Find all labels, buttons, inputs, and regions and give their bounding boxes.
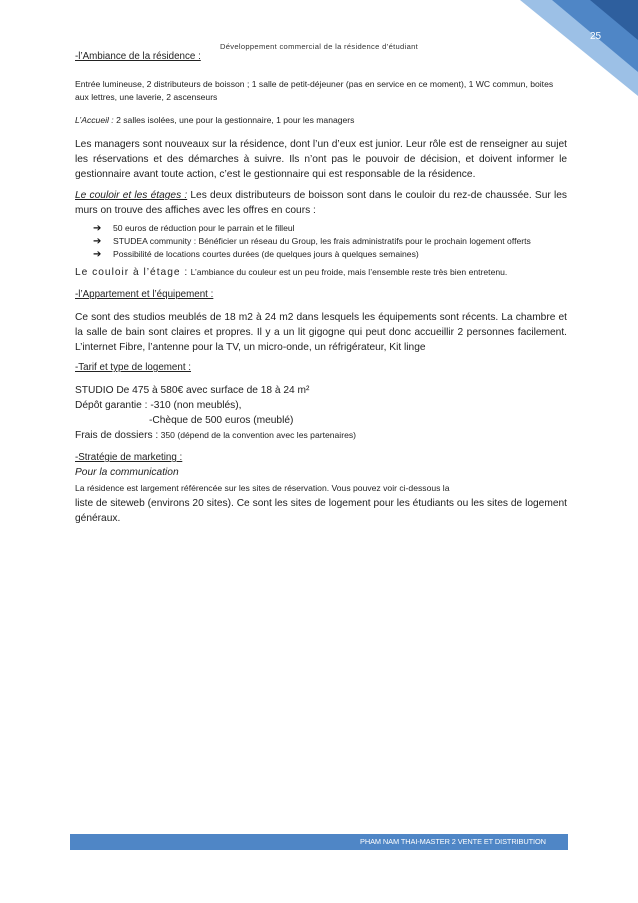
- accueil-text: 2 salles isolées, une pour la gestionnaire, 1 pour les managers: [113, 115, 355, 125]
- paragraph-couloir: [75, 188, 567, 218]
- paragraph-marketing-intro: La résidence est largement référencée sur les sites de réservation. Vous pouvez voir ci-dessous la: [75, 483, 450, 493]
- paragraph-accueil: [75, 114, 567, 127]
- list-item-text: STUDEA community : Bénéficier un réseau du Group, les frais administratifs pour le prochain logement offerts: [113, 236, 531, 246]
- list-item: [93, 222, 567, 235]
- list-item-text: Possibilité de locations courtes durées (de quelques jours à quelques semaines): [113, 249, 419, 259]
- running-header: Développement commercial de la résidence d’étudiant: [219, 42, 419, 51]
- tarif-line-1: STUDIO De 475 à 580€ avec surface de 18 à 24 m²: [75, 385, 310, 396]
- offers-list: [93, 222, 567, 261]
- paragraph-appartement: Ce sont des studios meublés de 18 m2 à 24 m2 dans lesquels les équipements sont récents. La chambre et la salle de bain sont claires et propres. Il y a un lit gigogne qui peut donc accueillir 2 personnes facilement. L’internet Fibre, l’antenne pour la TV, un micro-onde, un réfrigérateur, Kit linge: [75, 312, 567, 353]
- paragraph-managers: Les managers sont nouveaux sur la résidence, dont l’un d’eux est junior. Leur rôle est de renseigner au sujet les réservations et des démarches à suivre. Ils n’ont pas le pouvoir de décision, et doivent informer le gestionnaire avant toute action, c’est le gestionnaire qui est responsable de la résidence.: [75, 139, 567, 180]
- heading-appartement: -l’Appartement et l’équipement :: [75, 289, 214, 300]
- frais-text: 350 (dépend de la convention avec les partenaires): [158, 430, 357, 440]
- accueil-label: L’Accueil :: [75, 115, 114, 125]
- heading-tarif: -Tarif et type de logement :: [75, 362, 191, 373]
- list-item: [93, 248, 567, 261]
- heading-marketing: -Stratégie de marketing :: [75, 452, 183, 463]
- etage-label: Le couloir à l’étage :: [75, 267, 189, 278]
- etage-text: L’ambiance du couleur est un peu froide, mais l’ensemble reste très bien entretenu.: [188, 267, 508, 277]
- page-number: 25: [590, 31, 602, 42]
- couloir-label: Le couloir et les étages :: [75, 190, 188, 201]
- page-content: [75, 50, 567, 526]
- footer-text: PHAM NAM THAI-MASTER 2 VENTE ET DISTRIBUTION: [360, 837, 546, 846]
- heading-ambiance: -l’Ambiance de la résidence :: [75, 51, 201, 62]
- couloir-text: Les deux distributeurs de boisson sont dans le couloir du rez-de chaussée. Sur les murs on trouve des affiches avec les offres en cours :: [75, 190, 567, 216]
- frais-label: Frais de dossiers :: [75, 430, 159, 441]
- paragraph-entree: Entrée lumineuse, 2 distributeurs de boisson ; 1 salle de petit-déjeuner (pas en service en ce moment), 1 WC commun, boites aux lettres, une laverie, 2 ascenseurs: [75, 79, 554, 102]
- tarif-line-3: -Chèque de 500 euros (meublé): [149, 415, 294, 426]
- tarif-line-2: Dépôt garantie : -310 (non meublés),: [75, 400, 242, 411]
- paragraph-etage: [75, 265, 567, 280]
- subheading-communication: Pour la communication: [75, 467, 179, 478]
- list-item-text: 50 euros de réduction pour le parrain et le filleul: [113, 223, 295, 233]
- list-item: [93, 235, 567, 248]
- tarif-line-4: [75, 428, 567, 443]
- paragraph-marketing-rest: liste de siteweb (environs 20 sites). Ce sont les sites de logement pour les étudiants ou les sites de logement généraux.: [75, 498, 567, 524]
- arrow-right-icon: ➔: [93, 236, 102, 247]
- arrow-right-icon: ➔: [93, 249, 102, 260]
- arrow-right-icon: ➔: [93, 223, 102, 234]
